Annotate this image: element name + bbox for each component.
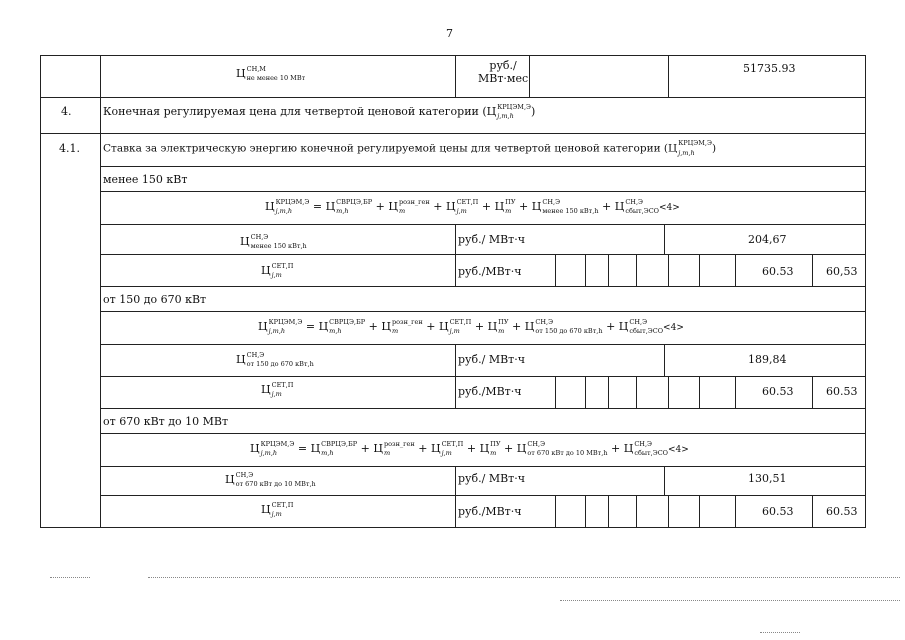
symbol-set-sec3: Ц СЕТ,П j,m	[261, 500, 294, 518]
scan-artifact-line	[560, 600, 900, 601]
unit-sec1-line1: руб./ МВт·ч	[458, 233, 526, 246]
symbol-sn-less-150kw: Ц СН,Э менее 150 кВт,h	[240, 232, 307, 250]
formula-150-670kw: Ц КРЦЭМ,Э j,m,h = Ц СВРЦЭ,БР m,h + Ц розн_ген m + Ц СЕТ,П j,m + Ц ПУ m + Ц СН,Э от 150 до 670 кВт,h + Ц СН,Э сбыт,ЭСО <4>	[258, 317, 684, 335]
value-sec3-line2-b: 60.53	[826, 505, 858, 518]
value-sec2-line1: 189,84	[748, 353, 787, 366]
unit-sec2-line1: руб./ МВт·ч	[458, 353, 526, 366]
page-number: 7	[446, 27, 453, 40]
value-sec1-line2-b: 60,53	[826, 265, 858, 278]
tariff-table	[40, 55, 865, 528]
scan-artifact-line	[148, 577, 900, 578]
row-number-4: 4.	[61, 105, 72, 118]
section-label-less-150kw: менее 150 кВт	[103, 173, 188, 186]
unit-rub-per-mw-month: руб./ МВт·мес	[478, 59, 529, 85]
formula-less-150kw: Ц КРЦЭМ,Э j,m,h = Ц СВРЦЭ,БР m,h + Ц розн_ген m + Ц СЕТ,П j,m + Ц ПУ m + Ц СН,Э менее 150 кВт,h + Ц СН,Э сбыт,ЭСО <4>	[265, 197, 680, 215]
value-sec1-line1: 204,67	[748, 233, 787, 246]
value-sec3-line1: 130,51	[748, 472, 787, 485]
row-4-title: Конечная регулируемая цена для четвертой ценовой категории (Ц КРЦЭМ,Э j,m,h )	[103, 102, 536, 120]
symbol-sn-150-670kw: Ц СН,Э от 150 до 670 кВт,h	[236, 350, 314, 368]
scan-artifact-line	[50, 577, 90, 578]
scan-artifact-line	[760, 632, 800, 633]
symbol-min-capacity: Ц СН,М не менее 10 МВт	[236, 64, 306, 82]
value-sec1-line2-a: 60.53	[762, 265, 794, 278]
symbol-set-sec1: Ц СЕТ,П j,m	[261, 261, 294, 279]
formula-670kw-10mw: Ц КРЦЭМ,Э j,m,h = Ц СВРЦЭ,БР m,h + Ц розн_ген m + Ц СЕТ,П j,m + Ц ПУ m + Ц СН,Э от 670 кВт до 10 МВт,h + Ц СН,Э сбыт,ЭСО <4>	[250, 439, 689, 457]
symbol-sn-670kw-10mw: Ц СН,Э от 670 кВт до 10 МВт,h	[225, 470, 316, 488]
value-sec2-line2-b: 60.53	[826, 385, 858, 398]
unit-sec3-line1: руб./ МВт·ч	[458, 472, 526, 485]
row-4-1-title: Ставка за электрическую энергию конечной регулируемой цены для четвертой ценовой категории (Ц КРЦЭМ,Э j,m,h )	[103, 139, 717, 157]
value-sec2-line2-a: 60.53	[762, 385, 794, 398]
value-sec3-line2-a: 60.53	[762, 505, 794, 518]
section-label-670kw-10mw: от 670 кВт до 10 МВт	[103, 415, 229, 428]
symbol-set-sec2: Ц СЕТ,П j,m	[261, 380, 294, 398]
value-min-capacity: 51735.93	[743, 62, 796, 75]
unit-sec3-line2: руб./МВт·ч	[458, 505, 522, 518]
row-number-4-1: 4.1.	[59, 142, 80, 155]
section-label-150-670kw: от 150 до 670 кВт	[103, 293, 207, 306]
unit-sec1-line2: руб./МВт·ч	[458, 265, 522, 278]
unit-sec2-line2: руб./МВт·ч	[458, 385, 522, 398]
